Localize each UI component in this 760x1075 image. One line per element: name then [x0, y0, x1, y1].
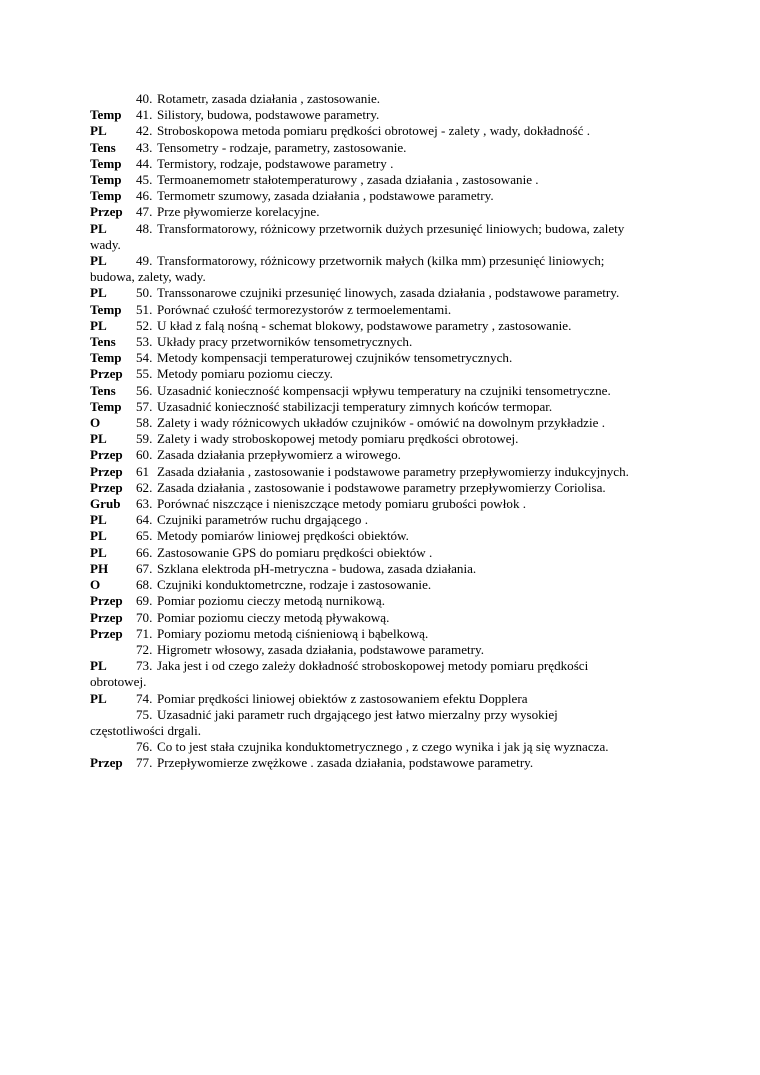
- item-text: Przepływomierze zwężkowe . zasada działania, podstawowe parametry.: [157, 755, 534, 771]
- list-item: [90, 707, 670, 723]
- list-item: [90, 755, 670, 771]
- list-item: [90, 512, 670, 528]
- item-number: 57.: [136, 398, 153, 414]
- category-tag: Temp: [90, 155, 122, 171]
- item-number: 50.: [136, 285, 153, 301]
- list-item: [90, 123, 670, 139]
- category-tag: PL: [90, 220, 107, 236]
- category-tag: PL: [90, 431, 107, 447]
- item-text: Metody pomiaru poziomu cieczy.: [157, 366, 333, 382]
- item-number: 54.: [136, 350, 153, 366]
- list-item: [90, 172, 670, 188]
- item-number: 60.: [136, 447, 153, 463]
- item-number: 66.: [136, 544, 153, 560]
- item-text: Prze pływomierze korelacyjne.: [157, 204, 320, 220]
- list-item: [90, 480, 670, 496]
- item-number: 48.: [136, 220, 153, 236]
- item-number: 56.: [136, 382, 153, 398]
- item-number: 61: [136, 463, 150, 479]
- list-item: [90, 528, 670, 544]
- item-number: 73.: [136, 658, 153, 674]
- item-text-continuation: częstotliwości drgali.: [90, 722, 202, 738]
- category-tag: Przep: [90, 479, 123, 495]
- category-tag: PL: [90, 690, 107, 706]
- item-text-continuation: budowa, zalety, wady.: [90, 269, 206, 285]
- question-list: [90, 91, 670, 772]
- list-item: [90, 253, 670, 269]
- item-number: 49.: [136, 253, 153, 269]
- item-text: U kład z falą nośną - schemat blokowy, podstawowe parametry , zastosowanie.: [157, 317, 572, 333]
- item-number: 52.: [136, 317, 153, 333]
- list-item: [90, 350, 670, 366]
- item-text: Transformatorowy, różnicowy przetwornik małych (kilka mm) przesunięć liniowych;: [157, 253, 605, 269]
- item-text: Zasada działania , zastosowanie i podstawowe parametry przepływomierzy indukcyjnych.: [157, 463, 629, 479]
- item-text: Pomiary poziomu metodą ciśnieniową i bąbelkową.: [157, 625, 429, 641]
- list-item: [90, 334, 670, 350]
- item-number: 69.: [136, 593, 153, 609]
- category-tag: Przep: [90, 447, 123, 463]
- category-tag: Temp: [90, 398, 122, 414]
- list-item: [90, 658, 670, 674]
- item-text: Czujniki konduktometrczne, rodzaje i zastosowanie.: [157, 577, 432, 593]
- category-tag: Przep: [90, 625, 123, 641]
- list-item: [90, 366, 670, 382]
- category-tag: PL: [90, 317, 107, 333]
- item-number: 46.: [136, 188, 153, 204]
- item-number: 42.: [136, 123, 153, 139]
- item-number: 65.: [136, 528, 153, 544]
- item-text: Uzasadnić konieczność stabilizacji temperatury zimnych końców termopar.: [157, 398, 553, 414]
- item-text: Transsonarowe czujniki przesunięć linowych, zasada działania , podstawowe parametry.: [157, 285, 620, 301]
- item-text: Zasada działania przepływomierz a wirowego.: [157, 447, 401, 463]
- item-number: 76.: [136, 739, 153, 755]
- item-text: Metody kompensacji temperaturowej czujników tensometrycznych.: [157, 350, 513, 366]
- item-text: Transformatorowy, różnicowy przetwornik dużych przesunięć liniowych; budowa, zalety: [157, 220, 625, 236]
- list-item: [90, 302, 670, 318]
- item-text: Termoanemometr stałotemperaturowy , zasada działania , zastosowanie .: [157, 172, 539, 188]
- list-item: [90, 399, 670, 415]
- list-item: [90, 496, 670, 512]
- item-text: Silistory, budowa, podstawowe parametry.: [157, 107, 380, 123]
- item-text: Pomiar poziomu cieczy metodą nurnikową.: [157, 593, 385, 609]
- item-text: Pomiar prędkości liniowej obiektów z zastosowaniem efektu Dopplera: [157, 690, 528, 706]
- item-text: Higrometr włosowy, zasada działania, podstawowe parametry.: [157, 641, 484, 657]
- item-text: Porównać czułość termorezystorów z termoelementami.: [157, 301, 452, 317]
- list-item: [90, 91, 670, 107]
- list-item: [90, 107, 670, 123]
- item-text-continuation: wady.: [90, 236, 121, 252]
- item-text: Układy pracy przetworników tensometrycznych.: [157, 334, 413, 350]
- category-tag: Grub: [90, 496, 121, 512]
- category-tag: PL: [90, 253, 107, 269]
- list-item: [90, 415, 670, 431]
- category-tag: PL: [90, 285, 107, 301]
- item-number: 77.: [136, 755, 153, 771]
- category-tag: PL: [90, 658, 107, 674]
- list-item: [90, 642, 670, 658]
- list-item: [90, 221, 670, 237]
- item-text: Tensometry - rodzaje, parametry, zastosowanie.: [157, 139, 407, 155]
- item-number: 71.: [136, 625, 153, 641]
- item-text: Pomiar poziomu cieczy metodą pływakową.: [157, 609, 390, 625]
- item-text: Termistory, rodzaje, podstawowe parametry .: [157, 155, 394, 171]
- category-tag: Temp: [90, 107, 122, 123]
- item-text: Szklana elektroda pH-metryczna - budowa, zasada działania.: [157, 560, 477, 576]
- item-number: 47.: [136, 204, 153, 220]
- item-number: 72.: [136, 641, 153, 657]
- list-item: [90, 577, 670, 593]
- list-item: [90, 610, 670, 626]
- item-text: Termometr szumowy, zasada działania , podstawowe parametry.: [157, 188, 494, 204]
- list-item: [90, 447, 670, 463]
- item-number: 40.: [136, 91, 153, 106]
- item-number: 59.: [136, 431, 153, 447]
- item-text: Zastosowanie GPS do pomiaru prędkości obiektów .: [157, 544, 433, 560]
- item-number: 55.: [136, 366, 153, 382]
- item-number: 63.: [136, 496, 153, 512]
- item-number: 68.: [136, 577, 153, 593]
- list-item: [90, 156, 670, 172]
- list-item: [90, 739, 670, 755]
- list-item: [90, 318, 670, 334]
- item-number: 67.: [136, 560, 153, 576]
- list-item: [90, 691, 670, 707]
- item-text-continuation: obrotowej.: [90, 674, 147, 690]
- category-tag: Tens: [90, 382, 116, 398]
- item-text: Co to jest stała czujnika konduktometrycznego , z czego wynika i jak ją się wyznacza.: [157, 739, 609, 755]
- list-item: [90, 545, 670, 561]
- category-tag: Przep: [90, 366, 123, 382]
- item-text: Porównać niszczące i nieniszczące metody pomiaru grubości powłok .: [157, 496, 527, 512]
- item-number: 64.: [136, 512, 153, 528]
- category-tag: Tens: [90, 139, 116, 155]
- item-text: Uzasadnić jaki parametr ruch drgającego jest łatwo mierzalny przy wysokiej: [157, 706, 558, 722]
- item-text: Metody pomiarów liniowej prędkości obiektów.: [157, 528, 409, 544]
- item-number: 58.: [136, 415, 153, 431]
- category-tag: Temp: [90, 350, 122, 366]
- list-item: [90, 285, 670, 301]
- item-text: Zalety i wady różnicowych układów czujników - omówić na dowolnym przykładzie .: [157, 415, 605, 431]
- list-item: [90, 626, 670, 642]
- list-item: [90, 188, 670, 204]
- item-number: 51.: [136, 301, 153, 317]
- item-text: Stroboskopowa metoda pomiaru prędkości obrotowej - zalety , wady, dokładność .: [157, 123, 590, 139]
- category-tag: Przep: [90, 204, 123, 220]
- item-number: 53.: [136, 334, 153, 350]
- item-number: 43.: [136, 139, 153, 155]
- item-number: 45.: [136, 172, 153, 188]
- category-tag: Temp: [90, 301, 122, 317]
- item-text: Zalety i wady stroboskopowej metody pomiaru prędkości obrotowej.: [157, 431, 519, 447]
- category-tag: PL: [90, 544, 107, 560]
- list-item: [90, 204, 670, 220]
- list-item: [90, 593, 670, 609]
- category-tag: PH: [90, 560, 109, 576]
- list-item: [90, 383, 670, 399]
- item-text: Rotametr, zasada działania , zastosowanie.: [157, 91, 381, 106]
- category-tag: O: [90, 415, 101, 431]
- list-item: [90, 561, 670, 577]
- item-number: 70.: [136, 609, 153, 625]
- category-tag: Temp: [90, 188, 122, 204]
- list-item: [90, 431, 670, 447]
- category-tag: PL: [90, 528, 107, 544]
- item-text: Zasada działania , zastosowanie i podstawowe parametry przepływomierzy Coriolisa.: [157, 479, 606, 495]
- list-item: [90, 140, 670, 156]
- category-tag: Przep: [90, 463, 123, 479]
- category-tag: PL: [90, 512, 107, 528]
- item-text: Uzasadnić konieczność kompensacji wpływu temperatury na czujniki tensometryczne.: [157, 382, 611, 398]
- category-tag: Temp: [90, 172, 122, 188]
- item-number: 62.: [136, 479, 153, 495]
- category-tag: Tens: [90, 334, 116, 350]
- item-number: 44.: [136, 155, 153, 171]
- category-tag: Przep: [90, 609, 123, 625]
- item-number: 75.: [136, 706, 153, 722]
- category-tag: Przep: [90, 593, 123, 609]
- item-text: Czujniki parametrów ruchu drgającego .: [157, 512, 369, 528]
- item-text: Jaka jest i od czego zależy dokładność stroboskopowej metody pomiaru prędkości: [157, 658, 589, 674]
- list-item: [90, 464, 670, 480]
- category-tag: O: [90, 577, 101, 593]
- item-number: 41.: [136, 107, 153, 123]
- item-number: 74.: [136, 690, 153, 706]
- category-tag: Przep: [90, 755, 123, 771]
- category-tag: PL: [90, 123, 107, 139]
